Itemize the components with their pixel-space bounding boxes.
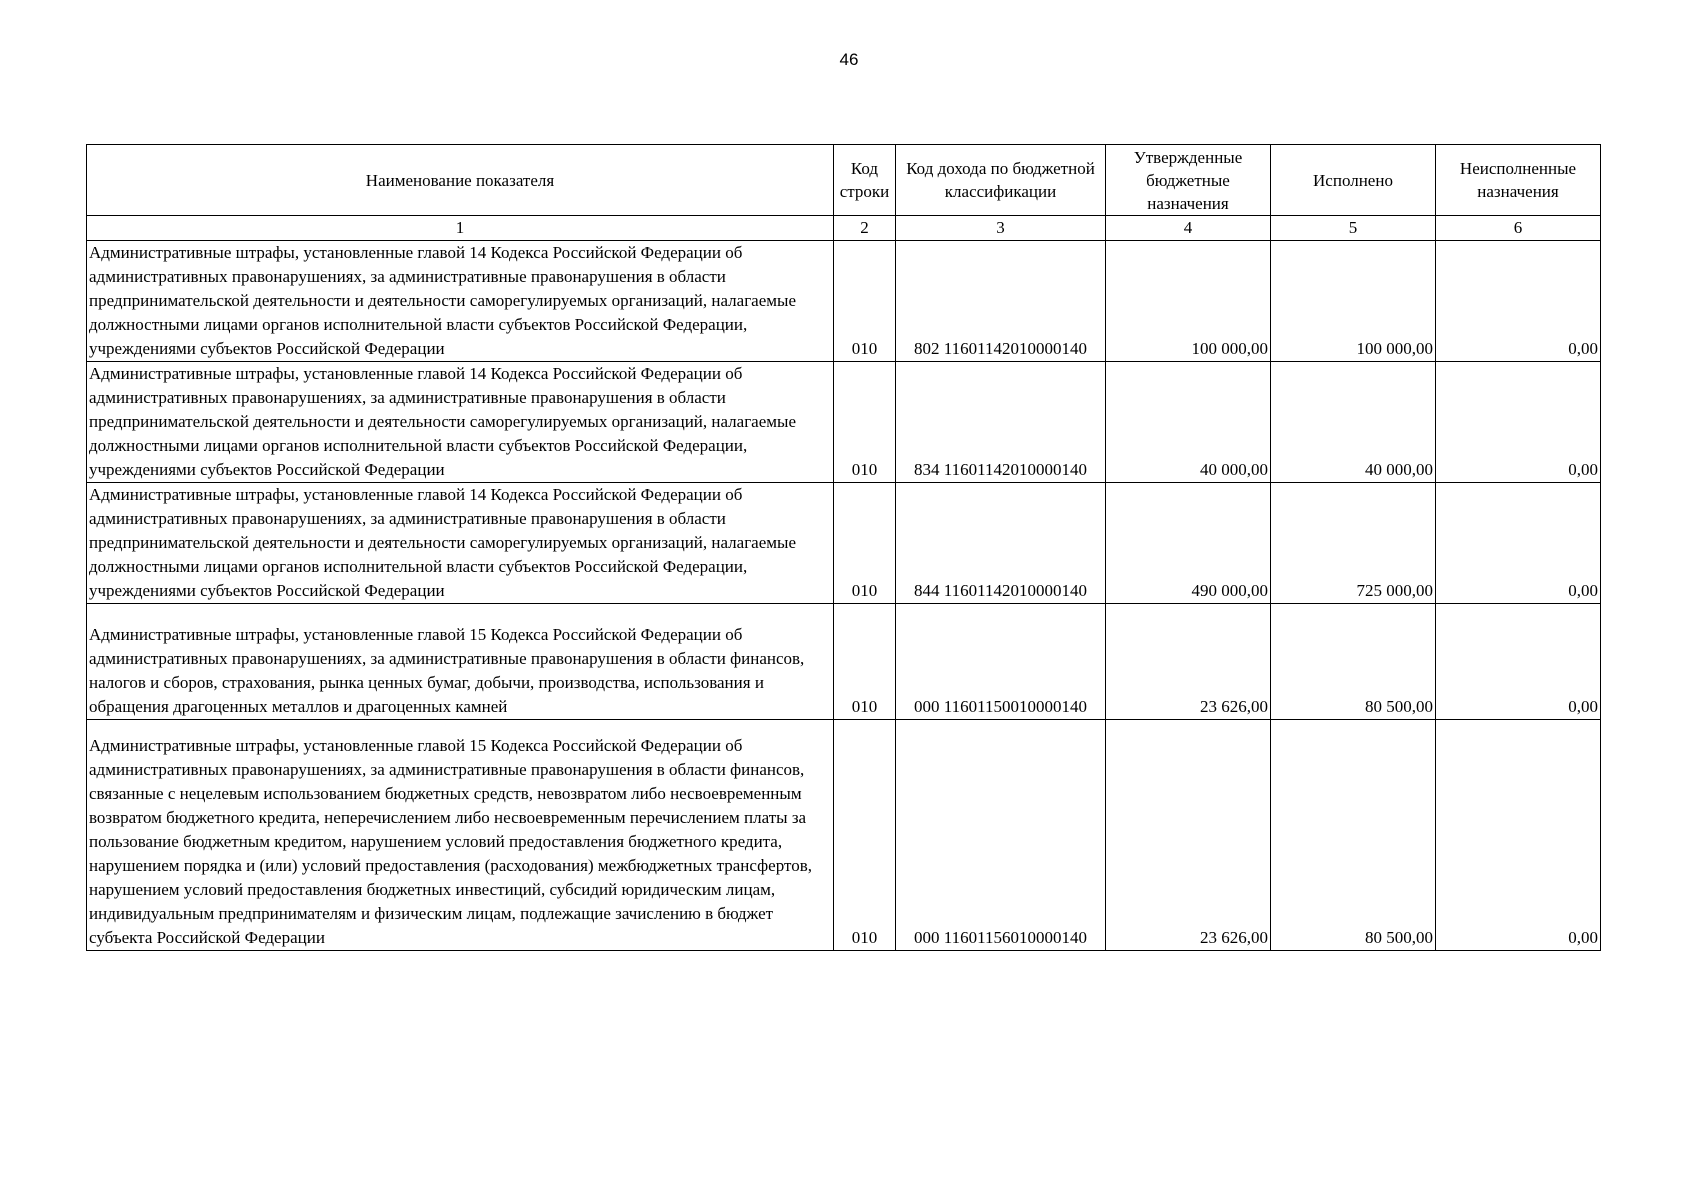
approved-cell: 100 000,00 <box>1106 241 1271 362</box>
executed-cell: 80 500,00 <box>1271 720 1436 951</box>
approved-cell: 40 000,00 <box>1106 362 1271 483</box>
line-code-cell: 010 <box>834 362 896 483</box>
executed-cell: 725 000,00 <box>1271 483 1436 604</box>
column-number-row <box>87 216 1601 241</box>
table-row <box>87 241 1601 362</box>
income-code-cell: 000 11601150010000140 <box>896 604 1106 720</box>
indicator-name: Административные штрафы, установленные главой 14 Кодекса Российской Федерации об административных правонарушениях, за административные правонарушения в области предпринимательской деятельности и деятельности саморегулируемых организаций, налагаемые должностными лицами органов исполнительной власти субъектов Российской Федерации, учреждениями субъектов Российской Федерации <box>89 485 797 600</box>
column-number: 3 <box>896 216 1106 241</box>
column-number: 4 <box>1106 216 1271 241</box>
unexecuted-cell: 0,00 <box>1436 720 1601 951</box>
column-number: 1 <box>87 216 834 241</box>
page-number: 46 <box>839 50 859 69</box>
table-row <box>87 720 1601 951</box>
approved-cell: 23 626,00 <box>1106 604 1271 720</box>
executed-cell: 100 000,00 <box>1271 241 1436 362</box>
header-line-code: Код строки <box>834 145 896 216</box>
unexecuted-cell: 0,00 <box>1436 362 1601 483</box>
header-approved: Утвержденные бюджетные назначения <box>1106 145 1271 216</box>
column-number: 5 <box>1271 216 1436 241</box>
income-code-cell: 000 11601156010000140 <box>896 720 1106 951</box>
header-row <box>87 145 1601 216</box>
indicator-name-cell <box>87 362 834 483</box>
indicator-name-cell <box>87 720 834 951</box>
line-code-cell: 010 <box>834 604 896 720</box>
approved-cell: 23 626,00 <box>1106 720 1271 951</box>
indicator-name: Административные штрафы, установленные главой 14 Кодекса Российской Федерации об административных правонарушениях, за административные правонарушения в области предпринимательской деятельности и деятельности саморегулируемых организаций, налагаемые должностными лицами органов исполнительной власти субъектов Российской Федерации, учреждениями субъектов Российской Федерации <box>89 364 797 479</box>
unexecuted-cell: 0,00 <box>1436 241 1601 362</box>
column-number: 6 <box>1436 216 1601 241</box>
executed-cell: 40 000,00 <box>1271 362 1436 483</box>
header-unexecuted: Неисполненные назначения <box>1436 145 1601 216</box>
header-income-code: Код дохода по бюджетной классификации <box>896 145 1106 216</box>
line-code-cell: 010 <box>834 241 896 362</box>
executed-cell: 80 500,00 <box>1271 604 1436 720</box>
indicator-name-cell <box>87 604 834 720</box>
indicator-name: Административные штрафы, установленные главой 15 Кодекса Российской Федерации об административных правонарушениях, за административные правонарушения в области финансов, налогов и сборов, страхования, рынка ценных бумаг, добычи, производства, использования и обращения драгоценных металлов и драгоценных камней <box>89 625 805 716</box>
indicator-name: Административные штрафы, установленные главой 15 Кодекса Российской Федерации об административных правонарушениях, за административные правонарушения в области финансов, связанные с нецелевым использованием бюджетных средств, невозвратом либо несвоевременным возвратом бюджетного кредита, неперечислением либо несвоевременным перечислением платы за пользование бюджетным кредитом, нарушением условий предоставления бюджетного кредита, нарушением порядка и (или) условий предоставления (расходования) межбюджетных трансфертов, нарушением условий предоставления бюджетных инвестиций, субсидий юридическим лицам, индивидуальным предпринимателям и физическим лицам, подлежащие зачислению в бюджет субъекта Российской Федерации <box>89 736 812 947</box>
indicator-name-cell <box>87 241 834 362</box>
indicator-name-cell <box>87 483 834 604</box>
report-table <box>86 144 1601 951</box>
indicator-name: Административные штрафы, установленные главой 14 Кодекса Российской Федерации об административных правонарушениях, за административные правонарушения в области предпринимательской деятельности и деятельности саморегулируемых организаций, налагаемые должностными лицами органов исполнительной власти субъектов Российской Федерации, учреждениями субъектов Российской Федерации <box>89 243 797 358</box>
line-code-cell: 010 <box>834 720 896 951</box>
unexecuted-cell: 0,00 <box>1436 483 1601 604</box>
table-row <box>87 604 1601 720</box>
line-code-cell: 010 <box>834 483 896 604</box>
table-row <box>87 362 1601 483</box>
income-code-cell: 802 11601142010000140 <box>896 241 1106 362</box>
approved-cell: 490 000,00 <box>1106 483 1271 604</box>
header-executed: Исполнено <box>1271 145 1436 216</box>
column-number: 2 <box>834 216 896 241</box>
unexecuted-cell: 0,00 <box>1436 604 1601 720</box>
income-code-cell: 834 11601142010000140 <box>896 362 1106 483</box>
income-code-cell: 844 11601142010000140 <box>896 483 1106 604</box>
header-indicator-name: Наименование показателя <box>87 145 834 216</box>
table-row <box>87 483 1601 604</box>
